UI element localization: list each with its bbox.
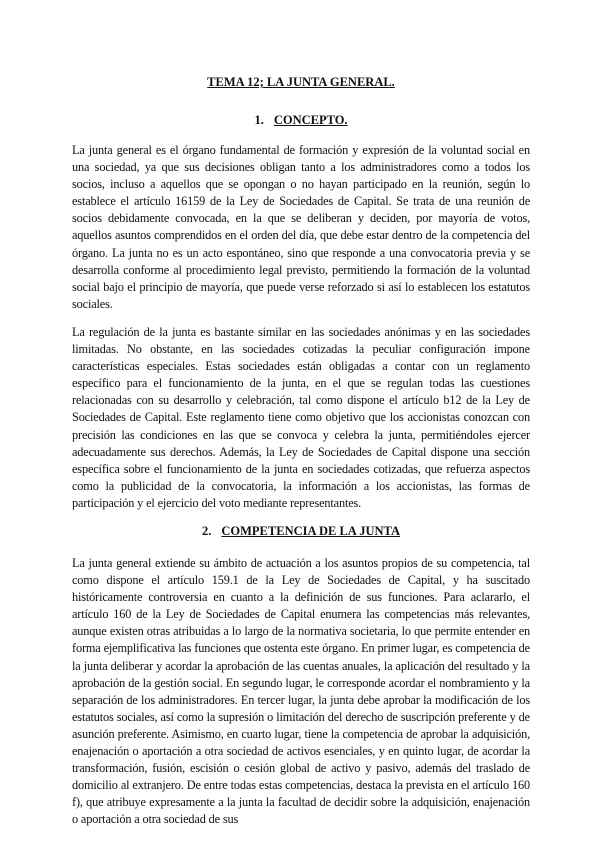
section-number: 1. [254, 113, 264, 127]
paragraph: La regulación de la junta es bastante similar en las sociedades anónimas y en las sociedades limitadas. No obstante, en las sociedades cotizadas la peculiar configuración impone características especiales. Estas sociedades están obligadas a contar con un reglamento específico para el funcionamiento de la junta, en el que se regulan todas las cuestiones relacionadas con su desarrollo y celebración, tal como dispone el artículo b12 de la Ley de Sociedades de Capital. Este reglamento tiene como objetivo que los accionistas conozcan con precisión las condiciones en las que se convoca y celebra la junta, permitiéndoles ejercer adecuadamente sus derechos. Además, la Ley de Sociedades de Capital dispone una sección específica sobre el funcionamiento de la junta en sociedades cotizadas, que refuerza aspectos como la publicidad de la convocatoria, la información a los accionistas, las formas de participación y el ejercicio del voto mediante representantes. [72, 324, 530, 510]
paragraph: La junta general extiende su ámbito de actuación a los asuntos propios de su competencia, tal como dispone el artículo 159.1 de la Ley de Sociedades de Capital, y ha suscitado históricamente controversia en cuanto a la definición de sus funciones. Para aclararlo, el artículo 160 de la Ley de Sociedades de Capital enumera las competencias más relevantes, aunque existen otras atribuidas a lo largo de la normativa societaria, lo que permite entender en forma ejemplificativa las funciones que ostenta este órgano. En primer lugar, es competencia de la junta deliberar y acordar la aprobación de las cuentas anuales, la aplicación del resultado y la aprobación de la gestión social. En segundo lugar, le corresponde acordar el nombramiento y la separación de los administradores. En tercer lugar, la junta debe aprobar la modificación de los estatutos sociales, así como la supresión o limitación del derecho de suscripción preferente y de asunción preferente. Asimismo, en cuarto lugar, tiene la competencia de aprobar la adquisición, enajenación o aportación a otra sociedad de activos esenciales, y en quinto lugar, de acordar la transformación, fusión, escisión o cesión global de activo y pasivo, además del traslado de domicilio al extranjero. De entre todas estas competencias, destaca la prevista en el artículo 160 f), que atribuye expresamente a la junta la facultad de decidir sobre la adquisición, enajenación o aportación a otra sociedad de sus [72, 555, 530, 827]
document-page [72, 62, 530, 839]
section-heading-competencia [72, 523, 530, 539]
section-title: COMPETENCIA DE LA JUNTA [221, 523, 400, 538]
paragraph: La junta general es el órgano fundamental de formación y expresión de la voluntad social en una sociedad, ya que sus decisiones obligan tanto a los administradores como a todos los socios, incluso a aquellos que se opongan o no hayan participado en la reunión, según lo establece el artículo 16159 de la Ley de Sociedades de Capital. Se trata de una reunión de socios debidamente convocada, en la que se deliberan y deciden, por mayoría de votos, aquellos asuntos comprendidos en el orden del día, que debe estar dentro de la competencia del órgano. La junta no es un acto espontáneo, sino que responde a una convocatoria previa y se desarrolla conforme al procedimiento legal previsto, permitiendo la formación de la voluntad social bajo el principio de mayoría, que puede verse reforzado si así lo establecen los estatutos sociales. [72, 143, 530, 311]
section-number: 2. [202, 523, 212, 538]
section-title: CONCEPTO. [273, 113, 348, 127]
section-heading-concepto [72, 112, 530, 128]
document-title: TEMA 12; LA JUNTA GENERAL. [207, 75, 395, 89]
